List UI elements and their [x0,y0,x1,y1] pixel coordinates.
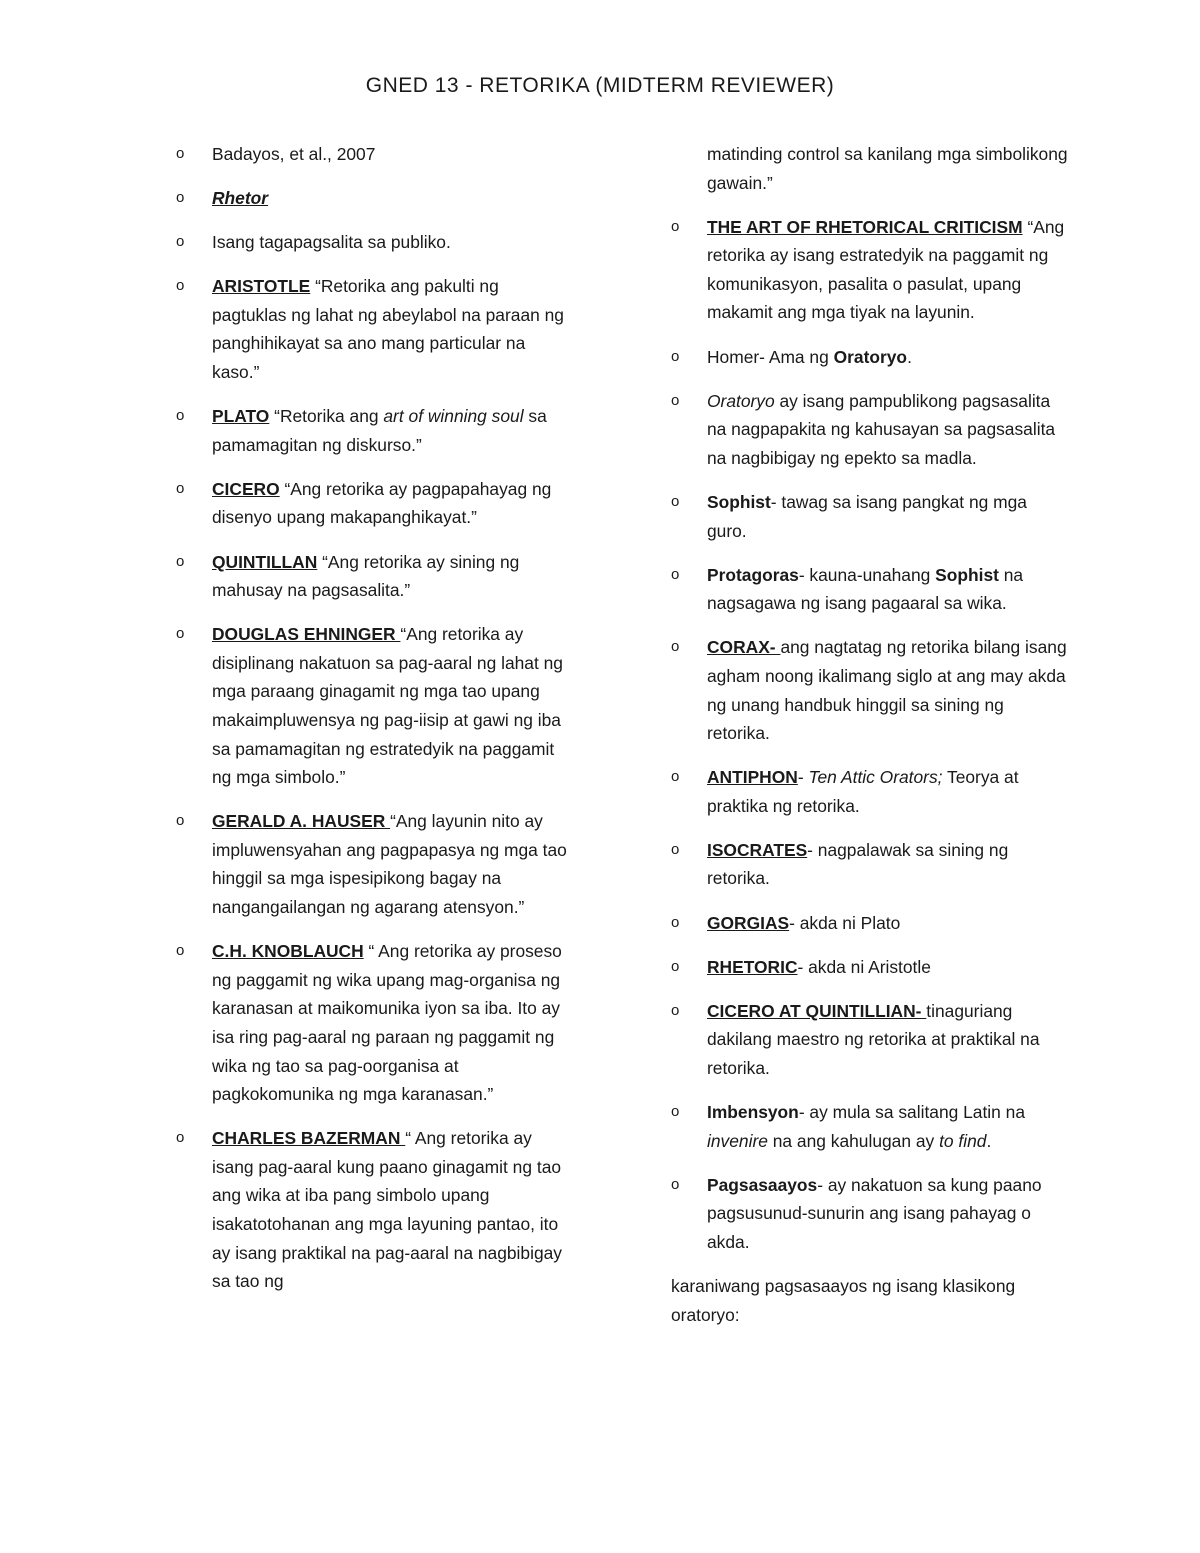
item-text: “Retorika ang [269,406,384,427]
item-text: - [797,767,809,788]
bullet-marker: o [176,812,185,830]
item-text: tinaguriang dakilang maestro ng retorika at praktikal na retorika. [707,1000,1040,1078]
bullet-marker: o [176,145,185,162]
item-text: Badayos, et al., 2007 [212,144,376,164]
list-item [176,272,576,386]
bullet-marker: o [671,565,680,583]
item-text: ang nagtatag ng retorika bilang isang agham noong ikalimang siglo at ang may akda ng unang handbuk hinggil sa sining ng retorika. [707,637,1067,744]
item-text: - akda ni Aristotle [797,956,931,977]
list-item [671,1171,1071,1257]
item-text: - ay nakatuon sa kung paano pagsusunud-sunurin ang isang pahayag o akda. [707,1174,1042,1252]
list-item [176,807,576,921]
item-text: “ Ang retorika ay proseso ng paggamit ng wika upang mag-organisa ng karanasan at maikomunika iyon sa iba. Ito ay isa ring pag-aaral ng paraan ng paggamit ng wika ng tao sa pag-oorganisa at pagkokomunika ng mga karanasan.” [212,941,562,1105]
list-item [671,633,1071,747]
item-heading: DOUGLAS EHNINGER [212,624,401,645]
item-heading: CICERO [212,478,280,499]
bold-term: Imbensyon [707,1102,799,1123]
list-item [671,213,1071,327]
italic-text: Oratoryo [707,390,775,411]
bullet-marker: o [176,1129,185,1147]
list-item [671,1098,1071,1155]
bullet-marker: o [176,942,185,960]
bold-term: Sophist [707,491,771,512]
list-item [176,475,576,532]
bullet-marker: o [671,840,680,858]
item-heading: ISOCRATES [707,839,808,860]
item-heading: RHETORIC [707,956,798,977]
bold-term: Protagoras [707,564,799,585]
list-item [671,953,1071,982]
item-text: na nagsagawa ng isang pagaaral sa wika. [707,564,1024,614]
list-item [176,548,576,605]
bullet-marker: o [671,913,680,931]
item-text: ay isang pampublikong pagsasalita na nagpapakita ng kahusayan sa pagsasalita na nagbibigay ng epekto sa madla. [707,390,1056,468]
bullet-marker: o [176,407,185,425]
item-text: “Ang layunin nito ay impluwensyahan ang pagpapasya ng mga tao hinggil sa mga ispesipikong bagay na nangangailangan ng agarang atensyon.” [212,811,567,918]
item-heading: THE ART OF RHETORICAL CRITICISM [707,216,1023,237]
bullet-marker: o [176,479,185,497]
item-text: “Ang retorika ay sining ng mahusay na pagsasalita.” [212,551,520,601]
item-heading: CICERO AT QUINTILLIAN- [707,1000,927,1021]
bold-term: Pagsasaayos [707,1174,818,1195]
bullet-marker: o [671,492,680,510]
item-text: “Ang retorika ay isang estratedyik na paggamit ng komunikasyon, pasalita o pasulat, upang makamit ang mga tiyak na layunin. [707,216,1065,323]
item-text: . [986,1130,992,1151]
bullet-marker: o [671,347,680,365]
item-heading: CHARLES BAZERMAN [212,1128,406,1149]
italic-text: to find [939,1130,987,1151]
list-item [671,387,1071,473]
closing-paragraph: karaniwang pagsasaayos ng isang klasikong oratoryo: [671,1276,1016,1325]
item-heading: QUINTILLAN [212,551,318,572]
left-column [176,140,576,1311]
term-heading: Rhetor [212,188,269,209]
item-text: “Ang retorika ay pagpapahayag ng disenyo upang makapanghikayat.” [212,478,552,528]
item-text: “ Ang retorika ay isang pag-aaral kung paano ginagamit ng tao ang wika at iba pang simbolo upang isakatotohanan ang mga layuning pantao, ito ay isang praktikal na pag-aaral na nagbibigay sa tao ng [212,1128,562,1292]
list-item [671,561,1071,618]
item-text: - tawag sa isang pangkat ng mga guro. [707,491,1027,541]
item-text: - nagpalawak sa sining ng retorika. [707,839,1009,889]
list-item [176,184,576,213]
item-heading: GORGIAS [707,912,790,933]
item-text: . [907,346,912,367]
item-text: - ay mula sa salitang Latin na [798,1102,1026,1123]
bullet-marker: o [671,1001,680,1019]
list-item [176,620,576,792]
document-title: GNED 13 - RETORIKA (MIDTERM REVIEWER) [365,74,835,97]
item-text: - kauna-unahang [798,564,936,585]
list-item [671,836,1071,893]
continued-text: matinding control sa kanilang mga simbolikong gawain.” [707,144,1068,193]
bullet-marker: o [671,217,680,235]
bullet-marker: o [671,1175,680,1193]
right-column [671,140,1071,1272]
bullet-marker: o [176,552,185,570]
bold-term: Sophist [935,564,999,585]
list-item [176,1124,576,1296]
bullet-marker: o [176,277,185,295]
italic-text: invenire [707,1130,768,1151]
item-text: Teorya at praktika ng retorika. [707,767,1019,816]
bullet-marker: o [671,1103,680,1121]
italic-text: Ten Attic Orators; [808,767,943,788]
list-item [671,343,1071,372]
item-heading: GERALD A. HAUSER [212,811,391,832]
item-text: na ang kahulugan ay [767,1130,940,1151]
list-item [671,909,1071,938]
item-text: “Ang retorika ay disiplinang nakatuon sa pag-aaral ng lahat ng mga paraang ginagamit ng mga tao upang makaimpluwensya ng pag-iisip at gawi ng iba sa pamamagitan ng estratedyik na paggamit ng mga simbolo.” [212,624,563,788]
list-item [671,488,1071,545]
item-text: “Retorika ang pakulti ng pagtuklas ng lahat ng abeylabol na paraan ng panghihikayat sa ano mang particular na kaso.” [212,276,564,383]
list-item [671,763,1071,820]
bullet-marker: o [176,189,185,207]
item-text: Homer- Ama ng [707,346,834,367]
bullet-marker: o [176,233,185,251]
item-heading: C.H. KNOBLAUCH [212,941,364,962]
item-heading: CORAX- [707,637,781,658]
bullet-marker: o [176,625,185,643]
list-item [176,937,576,1109]
bullet-marker: o [671,391,680,409]
bullet-marker: o [671,638,680,656]
bullet-marker: o [671,957,680,975]
italic-text: art of winning soul [383,406,524,427]
bullet-marker: o [671,768,680,786]
item-text: sa pamamagitan ng diskurso.” [212,406,547,455]
bold-term: Oratoryo [833,346,908,367]
item-heading: ANTIPHON [707,767,798,788]
item-heading: PLATO [212,406,270,427]
item-text: Isang tagapagsalita sa publiko. [212,232,451,253]
list-item [176,228,576,257]
item-text: - akda ni Plato [789,912,901,933]
list-item [176,140,576,169]
list-item [176,402,576,459]
item-heading: ARISTOTLE [212,276,311,297]
list-item [671,997,1071,1083]
